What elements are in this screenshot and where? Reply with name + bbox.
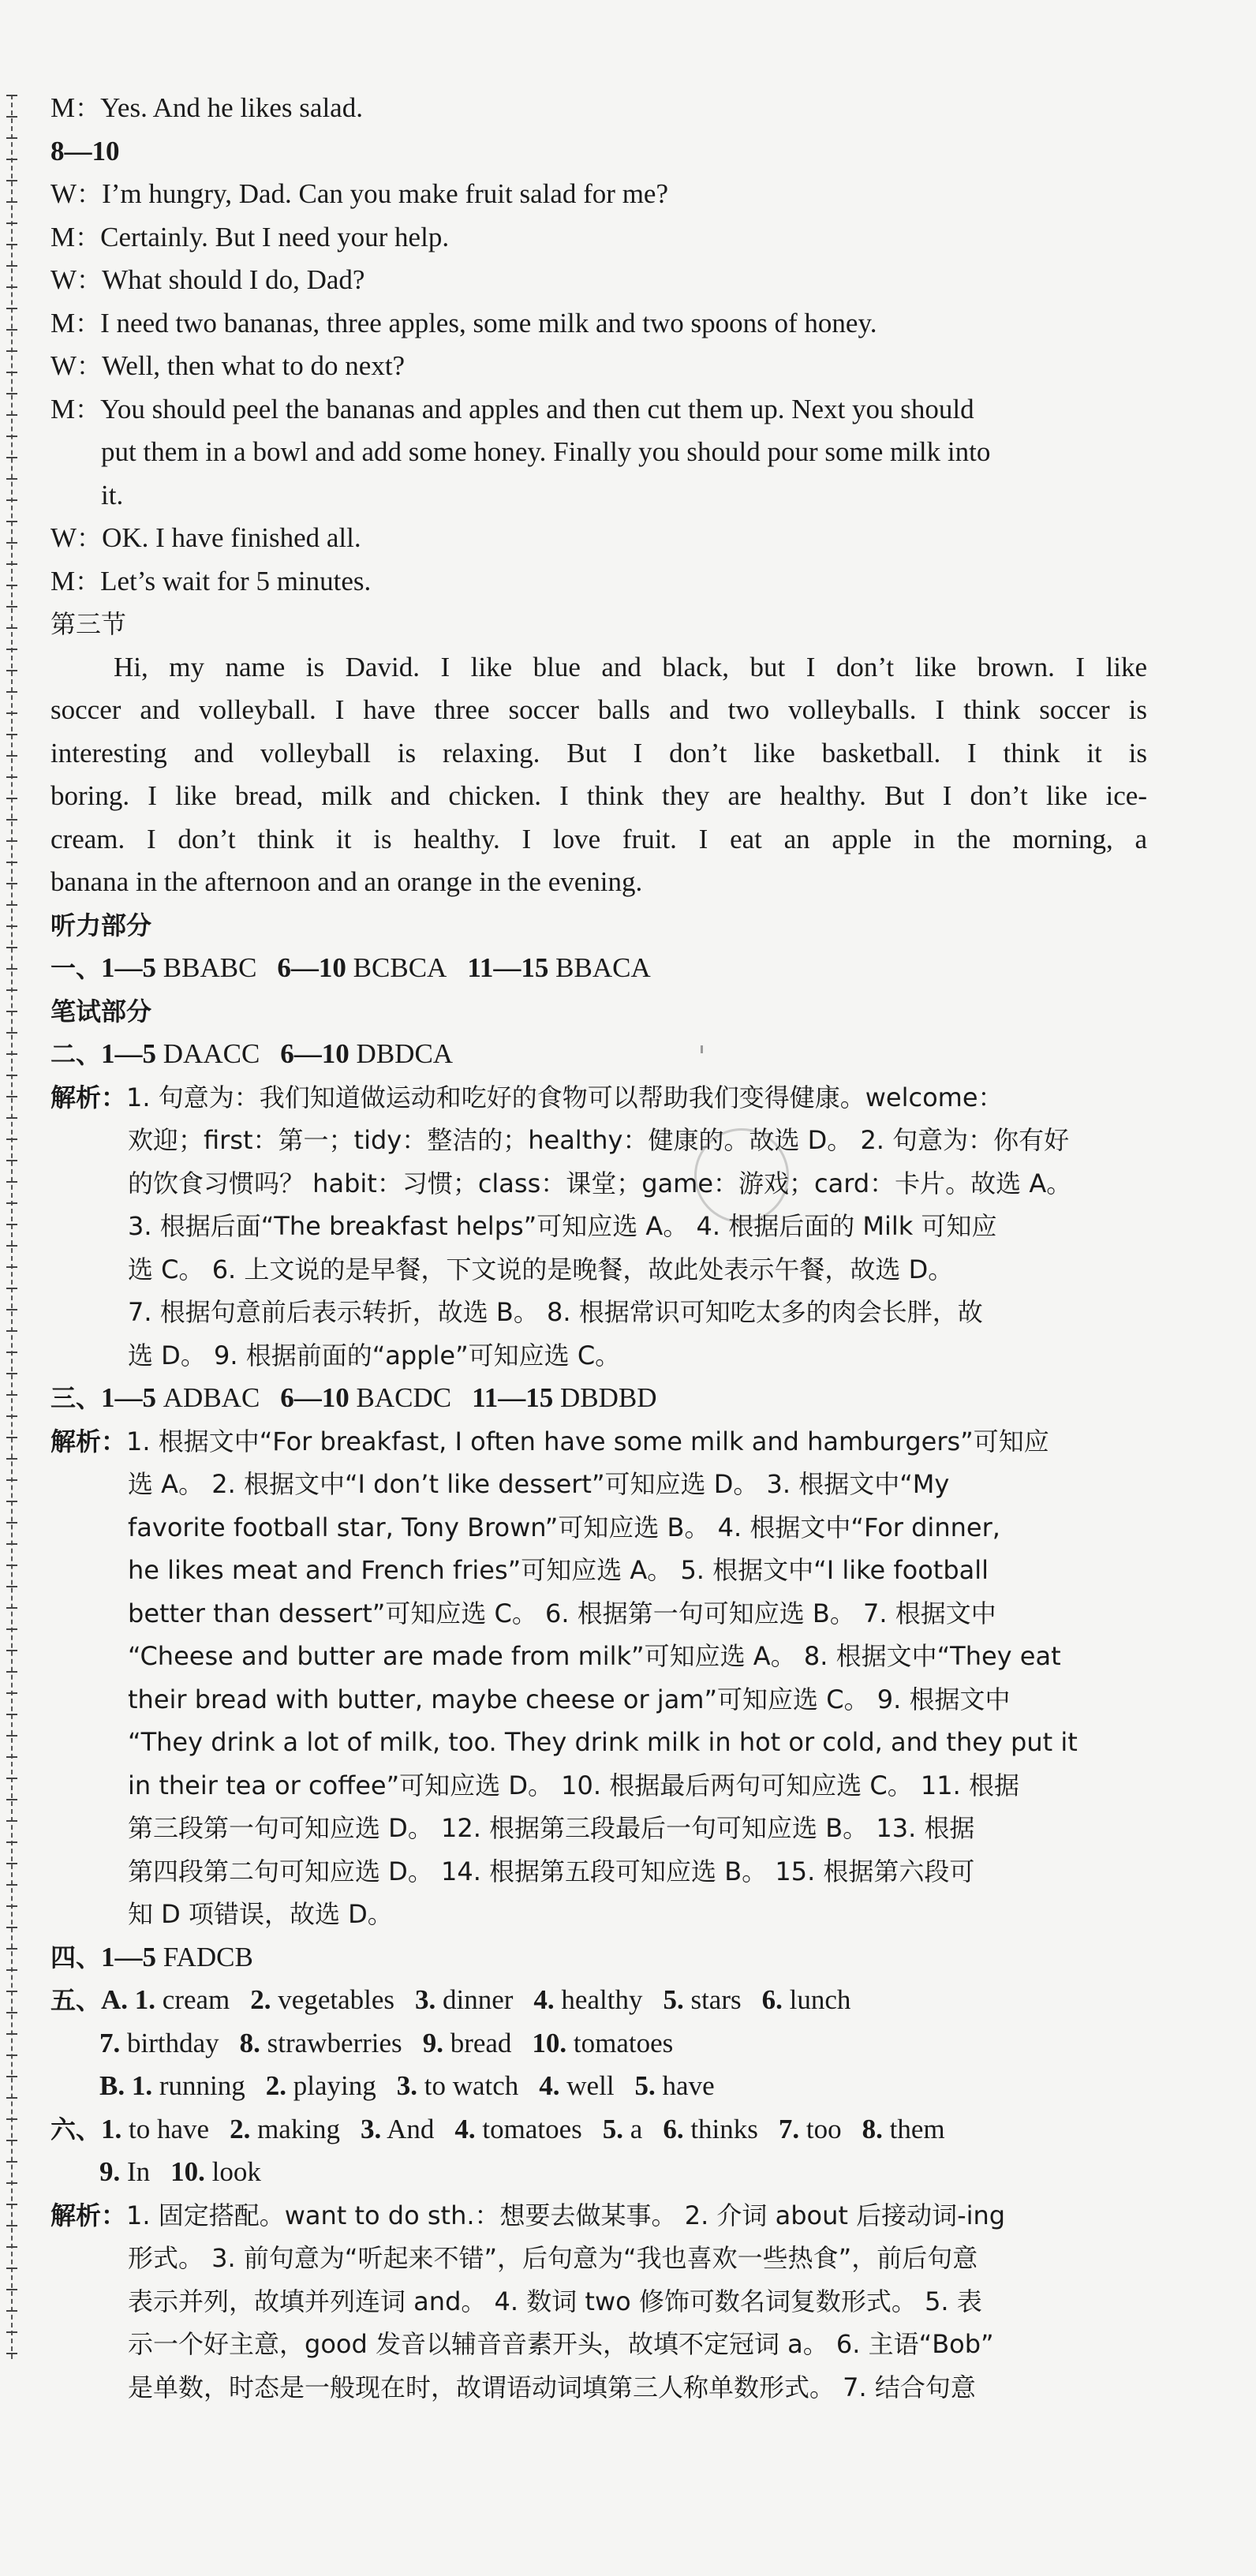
item-word: them (889, 2113, 945, 2144)
speaker-colon: ： (75, 308, 101, 338)
speaker: M (50, 92, 76, 123)
analysis-line (50, 1635, 1147, 1678)
analysis-label: 解析： (50, 1082, 127, 1112)
item-word: making (257, 2113, 341, 2144)
analysis-text: 知 D 项错误，故选 D。 (128, 1899, 393, 1929)
passage-line (50, 689, 1147, 732)
item-word: tomatoes (573, 2027, 674, 2058)
item-number: 3. (415, 1984, 436, 2015)
answer-space (271, 1984, 278, 2015)
passage-line (50, 818, 1147, 862)
analysis-line (50, 1205, 1147, 1248)
passage-text: boring. I like bread, milk and chicken. I think they are healthy. But I don’t like ice- (50, 780, 1147, 811)
answer-space (783, 1984, 790, 2015)
answer-space (350, 1038, 357, 1069)
answer-range: 6—10 (277, 952, 346, 983)
dialogue-line (50, 517, 1147, 560)
answer-page (50, 87, 1147, 2409)
analysis-text: 选 D。 9. 根据前面的“apple”可知应选 C。 (128, 1340, 621, 1370)
answer-space (156, 1382, 163, 1413)
answer-range: 1—5 (101, 1038, 157, 1069)
written-title: 笔试部分 (50, 996, 152, 1026)
item-word: playing (293, 2070, 376, 2101)
analysis-line (50, 1463, 1147, 1506)
answer-space (656, 2070, 663, 2101)
item-number: 2. (230, 2113, 251, 2144)
section-8-10: 8—10 (50, 135, 120, 166)
analysis-line (50, 1334, 1147, 1378)
answer-line (50, 1377, 1147, 1420)
utterance: What should I do, Dad? (102, 264, 365, 295)
answer-space (623, 2114, 630, 2144)
analysis-line (50, 2280, 1147, 2324)
analysis-text: 第四段第二句可知应选 D。 14. 根据第五段可知应选 B。 15. 根据第六段可 (128, 1856, 975, 1886)
analysis-text: 3. 根据后面“The breakfast helps”可知应选 A。 4. 根据后面的 Milk 可知应 (128, 1211, 997, 1241)
item-number: 9. (99, 2156, 121, 2187)
utterance: Yes. And he likes salad. (100, 92, 363, 123)
utterance: OK. I have finished all. (102, 522, 361, 553)
item-number: 7. (778, 2113, 800, 2144)
part-prefix: 三、 (50, 1383, 102, 1413)
speaker-colon: ： (77, 265, 103, 295)
section-heading (50, 130, 1147, 174)
item-word: dinner (443, 1984, 514, 2015)
part-prefix: 一、 (50, 953, 102, 983)
speaker: W (50, 522, 77, 553)
analysis-line (50, 1549, 1147, 1592)
answer-line (50, 1936, 1147, 1980)
answer-space (548, 952, 555, 983)
item-word: lunch (789, 1984, 851, 2015)
answer-space (346, 952, 353, 983)
sub-label: B. (99, 2070, 125, 2101)
analysis-line (50, 2366, 1147, 2410)
speaker-colon: ： (77, 523, 103, 553)
speaker: M (50, 307, 76, 338)
analysis-line (50, 2237, 1147, 2280)
answer-line (50, 2151, 1147, 2194)
dialogue-line (50, 87, 1147, 130)
item-number: 1. (134, 1984, 156, 2015)
answer-range: 6—10 (280, 1382, 350, 1413)
dialogue-line (50, 302, 1147, 346)
passage-text: interesting and volleyball is relaxing. But I don’t like basketball. I think it is (50, 737, 1147, 768)
speaker: W (50, 178, 77, 209)
speaker: M (50, 393, 76, 424)
answer-line (50, 2065, 1147, 2108)
section-heading (50, 990, 1147, 1034)
analysis-text: 选 C。 6. 上文说的是早餐，下文说的是晚餐，故此处表示午餐，故选 D。 (128, 1254, 954, 1284)
item-number: 4. (539, 2070, 560, 2101)
utterance: I need two bananas, three apples, some milk and two spoons of honey. (100, 307, 877, 338)
answer-range: 11—15 (472, 1382, 554, 1413)
answer-letters: BCBCA (353, 952, 447, 983)
dialogue-line (50, 216, 1147, 260)
item-word: well (566, 2070, 615, 2101)
analysis-line (50, 1807, 1147, 1850)
item-number: 10. (170, 2156, 205, 2187)
analysis-text: 欢迎；first：第一；tidy：整洁的；healthy：健康的。故选 D。 2. 句意为：你有好 (128, 1125, 1070, 1155)
answer-space (120, 2156, 127, 2187)
utterance: I’m hungry, Dad. Can you make fruit salad for me? (102, 178, 668, 209)
answer-space (250, 2114, 257, 2144)
dialogue-line (50, 431, 1147, 474)
item-number: 4. (533, 1984, 555, 2015)
item-word: too (806, 2113, 842, 2144)
item-word: to have (129, 2113, 210, 2144)
passage-text: banana in the afternoon and an orange in the evening. (50, 866, 643, 897)
dialogue-line (50, 560, 1147, 604)
item-word: cream (162, 1984, 230, 2015)
answer-space (205, 2156, 212, 2187)
item-word: birthday (127, 2027, 219, 2058)
answer-space (128, 1984, 135, 2015)
section-heading (50, 904, 1147, 948)
answer-space (566, 2028, 574, 2058)
analysis-text: favorite football star, Tony Brown”可知应选 B。 4. 根据文中“For dinner, (128, 1512, 1000, 1542)
answer-space (417, 2070, 424, 2101)
answer-space (125, 2070, 132, 2101)
speaker-colon: ： (75, 394, 101, 424)
speaker-colon: ： (75, 566, 101, 596)
answer-space (260, 2028, 267, 2058)
analysis-text: 1. 根据文中“For breakfast, I often have some milk and hamburgers”可知应 (126, 1426, 1049, 1456)
analysis-text: “Cheese and butter are made from milk”可知应选 A。 8. 根据文中“They eat (128, 1641, 1061, 1671)
item-number: 5. (602, 2113, 624, 2144)
item-number: 3. (396, 2070, 417, 2101)
item-word: tomatoes (482, 2113, 582, 2144)
item-word: bread (450, 2027, 512, 2058)
item-word: vegetables (278, 1984, 394, 2015)
answer-line (50, 1979, 1147, 2022)
answer-space (155, 1984, 163, 2015)
analysis-line (50, 1721, 1147, 1764)
analysis-line (50, 1893, 1147, 1936)
analysis-text: 1. 句意为：我们知道做运动和吃好的食物可以帮助我们变得健康。welcome： (126, 1082, 1004, 1112)
speaker-colon: ： (77, 179, 103, 209)
answer-range: 6—10 (280, 1038, 350, 1069)
passage-line (50, 732, 1147, 776)
analysis-line (50, 1420, 1147, 1464)
answer-line (50, 1033, 1147, 1076)
answer-range: 1—5 (101, 1941, 157, 1972)
item-number: 2. (250, 1984, 271, 2015)
answer-range: 1—5 (101, 1382, 157, 1413)
analysis-text: in their tea or coffee”可知应选 D。 10. 根据最后两句可知应选 C。 11. 根据 (128, 1770, 1019, 1800)
analysis-line (50, 1592, 1147, 1636)
answer-letters: DAACC (163, 1038, 260, 1069)
utterance: put them in a bowl and add some honey. Finally you should pour some milk into (101, 436, 991, 467)
item-number: 1. (101, 2113, 122, 2144)
analysis-line (50, 1678, 1147, 1722)
answer-space (560, 2070, 567, 2101)
analysis-label: 解析： (50, 1426, 127, 1456)
listening-title: 听力部分 (50, 910, 152, 940)
analysis-line (50, 1248, 1147, 1292)
item-word: have (662, 2070, 715, 2101)
analysis-text: 表示并列，故填并列连词 and。 4. 数词 two 修饰可数名词复数形式。 5. 表 (128, 2286, 982, 2316)
item-word: look (211, 2156, 261, 2187)
answer-letters: BACDC (356, 1382, 452, 1413)
analysis-line (50, 1506, 1147, 1550)
passage-line (50, 775, 1147, 818)
part-prefix: 二、 (50, 1039, 102, 1069)
speaker-colon: ： (75, 93, 101, 123)
speaker: W (50, 350, 77, 381)
analysis-label: 解析： (50, 2200, 127, 2230)
item-word: stars (690, 1984, 742, 2015)
utterance: Certainly. But I need your help. (100, 221, 450, 252)
analysis-text: 是单数，时态是一般现在时，故谓语动词填第三人称单数形式。 7. 结合句意 (128, 2372, 976, 2402)
part-prefix: 五、 (50, 1985, 102, 2015)
analysis-text: 形式。 3. 前句意为“听起来不错”，后句意为“我也喜欢一些热食”，前后句意 (128, 2243, 978, 2273)
answer-space (156, 1038, 163, 1069)
item-number: 6. (663, 2113, 684, 2144)
item-number: 6. (761, 1984, 783, 2015)
item-word: running (159, 2070, 245, 2101)
answer-space (443, 2028, 450, 2058)
item-number: 1. (131, 2070, 153, 2101)
item-word: healthy (561, 1984, 643, 2015)
analysis-line (50, 2194, 1147, 2238)
answer-space (120, 2028, 127, 2058)
item-number: 7. (99, 2027, 121, 2058)
speaker: M (50, 221, 76, 252)
part-prefix: 四、 (50, 1942, 102, 1972)
answer-letters: ADBAC (163, 1382, 260, 1413)
item-number: 8. (239, 2027, 260, 2058)
item-number: 5. (634, 2070, 656, 2101)
section3-title: 第三节 (50, 609, 127, 639)
analysis-line (50, 1119, 1147, 1162)
analysis-line (50, 1850, 1147, 1894)
answer-space (883, 2114, 890, 2144)
answer-space (553, 1382, 560, 1413)
passage-text: Hi, my name is David. I like blue and black, but I don’t like brown. I like (114, 651, 1147, 682)
answer-letters: BBACA (555, 952, 651, 983)
answer-space (799, 2114, 806, 2144)
item-word: In (127, 2156, 151, 2187)
answer-space (156, 952, 163, 983)
section-heading (50, 603, 1147, 646)
speaker: W (50, 264, 77, 295)
part-prefix: 六、 (50, 2114, 102, 2144)
item-word: strawberries (267, 2027, 402, 2058)
analysis-text: 选 A。 2. 根据文中“I don’t like dessert”可知应选 D。 3. 根据文中“My (128, 1469, 950, 1499)
sub-label: A. (101, 1984, 129, 2015)
analysis-text: 7. 根据句意前后表示转折，故选 B。 8. 根据常识可知吃太多的肉会长胖，故 (128, 1297, 983, 1327)
dialogue-line (50, 474, 1147, 518)
answer-space (286, 2070, 293, 2101)
utterance: it. (101, 479, 124, 510)
passage-text: cream. I don’t think it is healthy. I love fruit. I eat an apple in the morning, a (50, 823, 1147, 854)
binding-line (11, 95, 24, 2359)
answer-letters: BBABC (163, 952, 257, 983)
answer-line (50, 947, 1147, 990)
answer-letters: DBDBD (559, 1382, 657, 1413)
utterance: Well, then what to do next? (102, 350, 406, 381)
analysis-line (50, 1764, 1147, 1808)
item-number: 8. (862, 2113, 883, 2144)
dialogue-line (50, 259, 1147, 302)
analysis-text: he likes meat and French fries”可知应选 A。 5. 根据文中“I like football (128, 1555, 989, 1585)
answer-line (50, 2022, 1147, 2066)
speaker-colon: ： (75, 222, 101, 252)
item-number: 10. (532, 2027, 567, 2058)
answer-letters: FADCB (163, 1941, 253, 1972)
dialogue-line (50, 173, 1147, 216)
analysis-text: 示一个好主意，good 发音以辅音音素开头，故填不定冠词 a。 6. 主语“Bob” (128, 2329, 994, 2359)
passage-line (50, 861, 1147, 904)
dialogue-line (50, 388, 1147, 432)
item-number: 9. (422, 2027, 443, 2058)
utterance: Let’s wait for 5 minutes. (100, 565, 372, 596)
analysis-text: 1. 固定搭配。want to do sth.：想要去做某事。 2. 介词 about 后接动词-ing (126, 2200, 1006, 2230)
analysis-line (50, 2323, 1147, 2366)
dialogue-line (50, 345, 1147, 388)
item-number: 5. (663, 1984, 684, 2015)
answer-space (152, 2070, 159, 2101)
item-word: And (387, 2113, 435, 2144)
analysis-text: their bread with butter, maybe cheese or jam”可知应选 C。 9. 根据文中 (128, 1684, 1011, 1714)
analysis-text: 的饮食习惯吗？ habit：习惯；class：课堂；game：游戏；card：卡片。故选 A。 (128, 1168, 1072, 1198)
analysis-text: “They drink a lot of milk, too. They drink milk in hot or cold, and they put it (128, 1727, 1078, 1757)
analysis-text: better than dessert”可知应选 C。 6. 根据第一句可知应选 B。 7. 根据文中 (128, 1598, 996, 1628)
analysis-line (50, 1076, 1147, 1120)
utterance: You should peel the bananas and apples and then cut them up. Next you should (100, 393, 974, 424)
analysis-line (50, 1162, 1147, 1206)
item-number: 3. (361, 2113, 382, 2144)
speaker: M (50, 565, 76, 596)
answer-line (50, 2108, 1147, 2152)
answer-space (121, 2114, 129, 2144)
analysis-text: 第三段第一句可知应选 D。 12. 根据第三段最后一句可知应选 B。 13. 根据 (128, 1813, 975, 1843)
passage-text: soccer and volleyball. I have three soccer balls and two volleyballs. I think soccer is (50, 694, 1147, 725)
answer-space (435, 1984, 443, 2015)
item-number: 4. (454, 2113, 476, 2144)
item-word: to watch (424, 2070, 519, 2101)
item-word: thinks (690, 2113, 758, 2144)
answer-range: 11—15 (467, 952, 549, 983)
answer-letters: DBDCA (356, 1038, 454, 1069)
passage-line (50, 646, 1147, 690)
answer-range: 1—5 (101, 952, 157, 983)
answer-space (156, 1942, 163, 1972)
speaker-colon: ： (77, 351, 103, 381)
item-word: a (630, 2113, 643, 2144)
analysis-line (50, 1291, 1147, 1334)
item-number: 2. (265, 2070, 286, 2101)
answer-space (350, 1382, 357, 1413)
